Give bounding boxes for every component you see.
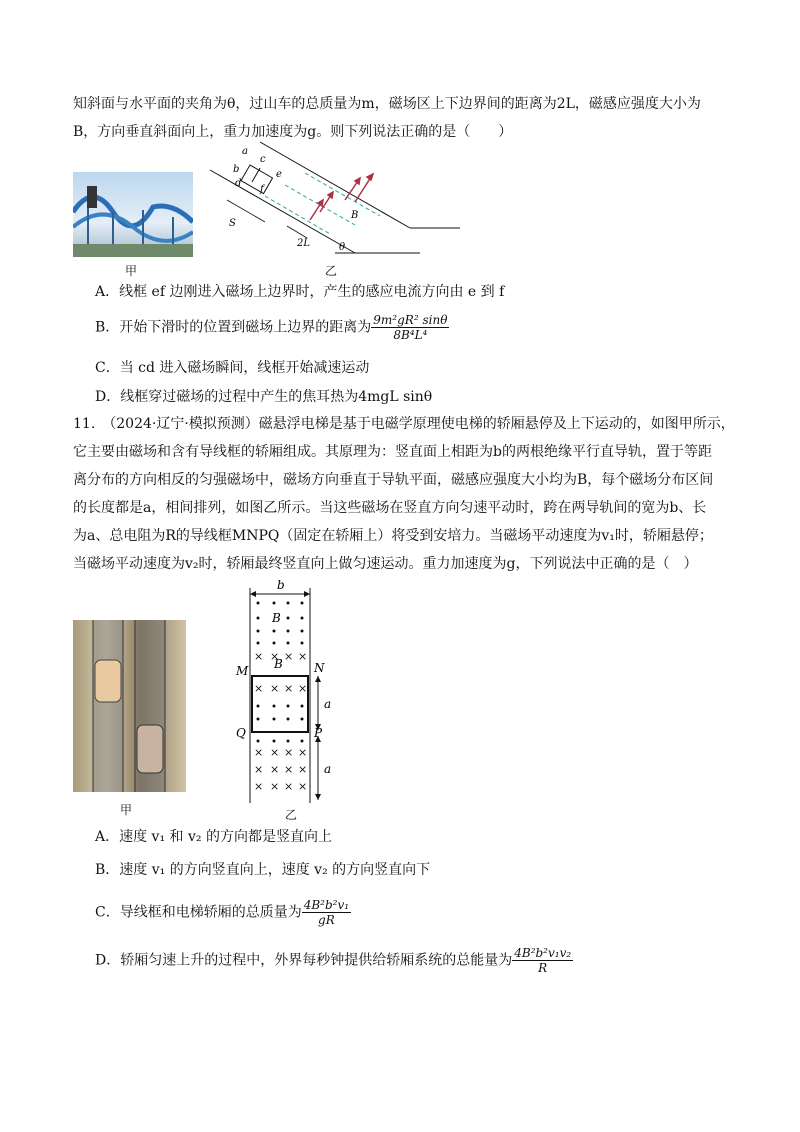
- label-P: P: [314, 726, 323, 740]
- q10-option-b-fraction: $\frac{\text{9m²gR² sinθ}}{\text{8B⁴L⁴}}$: [373, 313, 448, 342]
- svg-text:×: ×: [298, 763, 308, 776]
- q10-option-a: A．线框 ef 边刚进入磁场上边界时，产生的感应电流方向由 e 到 f: [95, 284, 505, 300]
- label-N: N: [314, 661, 325, 675]
- svg-text:×: ×: [270, 746, 280, 759]
- q11-stem-line5: 为a、总电阻为R的导线框MNPQ（固定在轿厢上）将受到安培力。当磁场平动速度为v₁时，轿厢悬停；: [73, 528, 713, 544]
- q11-option-c: C．导线框和电梯轿厢的总质量为 $\frac{\text{4B²b²v₁}}{gR}$: [95, 898, 350, 927]
- svg-text:×: ×: [270, 780, 280, 793]
- label-a-1: a: [324, 697, 332, 711]
- q11-stem-line6: 当磁场平动速度为v₂时，轿厢最终竖直向上做匀速运动。重力加速度为g，下列说法中正确的是（ ）: [73, 556, 698, 572]
- svg-text:×: ×: [254, 650, 264, 663]
- q10-option-d: D．线框穿过磁场的过程中产生的焦耳热为4mgL sinθ: [95, 389, 433, 405]
- label-M: M: [236, 664, 249, 678]
- label-S: S: [229, 218, 236, 229]
- q11-rail-diagram: [228, 578, 343, 803]
- svg-text:×: ×: [254, 682, 264, 695]
- label-e: e: [276, 169, 282, 180]
- label-b: b: [277, 578, 285, 592]
- svg-text:×: ×: [254, 763, 264, 776]
- svg-text:×: ×: [298, 746, 308, 759]
- q11-stem-line2: 它主要由磁场和含有导线框的轿厢组成。其原理为：竖直面上相距为b的两根绝缘平行直导轨，置于等距: [73, 444, 712, 460]
- q11-stem-line1: 11. （2024·辽宁·模拟预测）磁悬浮电梯是基于电磁学原理使电梯的轿厢悬停及上下运动的，如图甲所示，: [73, 416, 735, 432]
- q11-option-d-fraction: $\frac{\text{4B²b²v₁v₂}}{R}$: [514, 946, 572, 975]
- label-b: b: [233, 164, 240, 175]
- svg-text:×: ×: [270, 763, 280, 776]
- svg-text:×: ×: [254, 780, 264, 793]
- q11-option-b: B．速度 v₁ 的方向竖直向上，速度 v₂ 的方向竖直向下: [95, 862, 431, 878]
- svg-text:×: ×: [284, 650, 294, 663]
- svg-text:×: ×: [298, 682, 308, 695]
- q10-caption-yi: 乙: [325, 264, 338, 278]
- svg-text:×: ×: [284, 682, 294, 695]
- q10-stem-line2: B，方向垂直斜面向上，重力加速度为g。则下列说法正确的是（ ）: [73, 124, 513, 140]
- label-a-2: a: [324, 762, 332, 776]
- label-f: f: [260, 184, 264, 195]
- q11-caption-jia: 甲: [120, 803, 133, 817]
- svg-text:×: ×: [284, 746, 294, 759]
- label-a: a: [242, 146, 248, 157]
- q11-stem-line3: 离分布的方向相反的匀强磁场中，磁场方向垂直于导轨平面，磁感应强度大小均为B，每个磁场分布区间: [73, 472, 714, 488]
- q11-option-c-fraction: $\frac{\text{4B²b²v₁}}{gR}$: [303, 898, 350, 927]
- maglev-elevator-photo: [73, 620, 186, 792]
- q11-option-d: D．轿厢匀速上升的过程中，外界每秒钟提供给轿厢系统的总能量为 $\frac{\text{4B²b²v₁v₂}}{R}$: [95, 946, 572, 975]
- q10-stem-line1: 知斜面与水平面的夹角为θ，过山车的总质量为m，磁场区上下边界间的距离为2L，磁感应强度大小为: [73, 96, 701, 112]
- q11-option-a: A．速度 v₁ 和 v₂ 的方向都是竖直向上: [95, 829, 332, 845]
- svg-text:×: ×: [298, 780, 308, 793]
- q10-option-c: C．当 cd 进入磁场瞬间，线框开始减速运动: [95, 360, 370, 376]
- svg-text:×: ×: [284, 780, 294, 793]
- label-d: d: [235, 178, 242, 189]
- roller-coaster-photo: [73, 172, 193, 257]
- q10-caption-jia: 甲: [125, 264, 138, 278]
- label-B: B: [351, 210, 359, 221]
- q11-stem-line4: 的长度都是a，相间排列，如图乙所示。当这些磁场在竖直方向匀速平动时，跨在两导轨间的宽为b、长: [73, 500, 707, 516]
- svg-text:×: ×: [284, 763, 294, 776]
- label-2L: 2L: [297, 238, 311, 249]
- svg-text:×: ×: [270, 682, 280, 695]
- label-B-mid: B: [274, 657, 283, 671]
- label-theta: θ: [339, 242, 346, 253]
- label-B-top: B: [272, 611, 281, 625]
- svg-text:×: ×: [254, 746, 264, 759]
- svg-text:×: ×: [298, 650, 308, 663]
- q11-caption-yi: 乙: [285, 808, 298, 822]
- q10-option-b: B．开始下滑时的位置到磁场上边界的距离为 $\frac{\text{9m²gR² sinθ}}{\text{8B⁴L⁴}}$: [95, 313, 448, 342]
- svg-text:×: ×: [270, 650, 280, 663]
- label-Q: Q: [236, 726, 246, 740]
- q10-incline-diagram: [205, 140, 475, 265]
- label-c: c: [260, 154, 266, 165]
